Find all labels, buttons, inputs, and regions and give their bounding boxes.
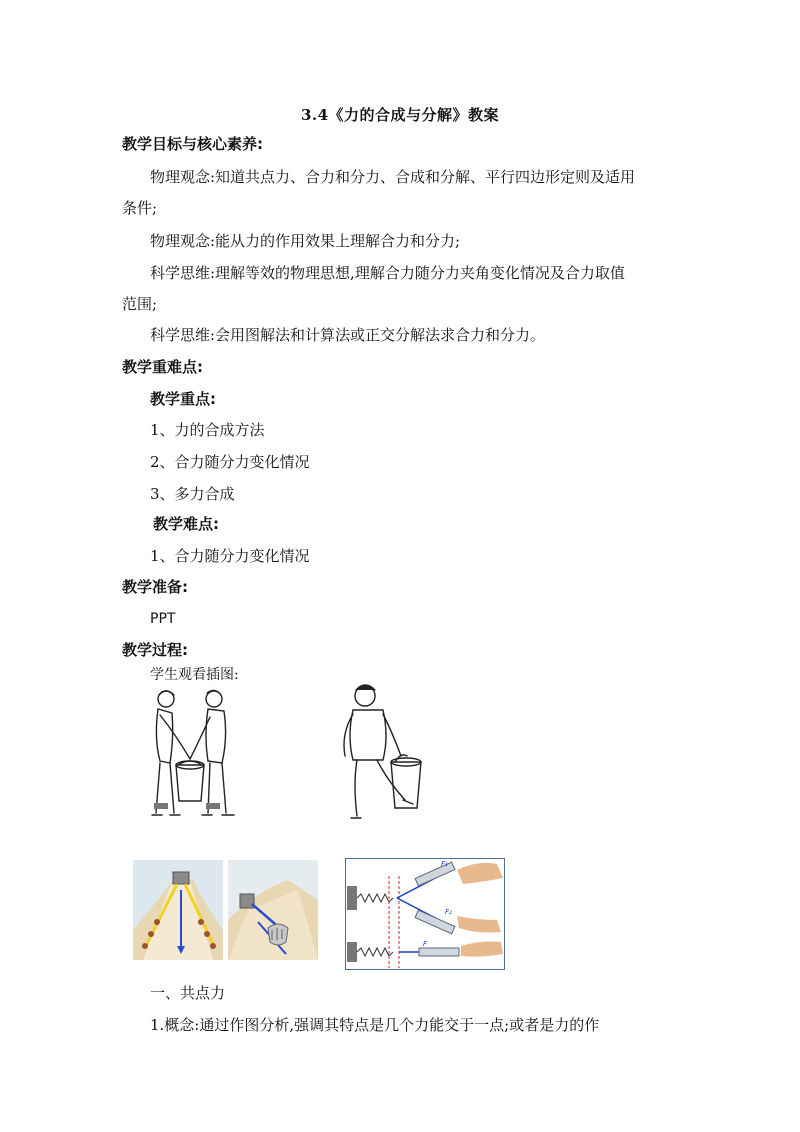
goal-line-4: 科学思维:会用图解法和计算法或正交分解法求合力和分力。 (150, 326, 546, 344)
goal-line-1: 物理观念:知道共点力、合力和分力、合成和分解、平行四边形定则及适用 (150, 168, 636, 186)
key-item-2: 2、合力随分力变化情况 (150, 453, 310, 471)
page-title: 3.4《力的合成与分解》教案 (300, 106, 500, 124)
prep-heading: 教学准备: (122, 578, 188, 596)
difficulty-item-1: 1、合力随分力变化情况 (150, 547, 310, 565)
figure-slope-pulling (133, 860, 223, 960)
goal-line-2: 物理观念:能从力的作用效果上理解合力和分力; (150, 232, 461, 250)
label-f: F (423, 940, 428, 948)
process-intro: 学生观看插图: (150, 667, 239, 683)
key-item-1: 1、力的合成方法 (150, 421, 265, 439)
goal-line-1-cont: 条件; (122, 199, 158, 217)
key-item-3: 3、多力合成 (150, 485, 235, 503)
process-heading: 教学过程: (122, 641, 188, 659)
figure-slope-hand (228, 860, 318, 960)
figure-two-people-bucket (148, 685, 238, 830)
goals-heading: 教学目标与核心素养: (122, 135, 263, 153)
label-f2: F₂ (445, 908, 452, 916)
figure-one-person-bucket (335, 680, 435, 825)
goal-line-3: 科学思维:理解等效的物理思想,理解合力随分力夹角变化情况及合力取值 (150, 264, 625, 282)
prep-value: PPT (150, 611, 176, 627)
concurrent-title: 一、共点力 (150, 984, 226, 1002)
label-f1: F₁ (441, 860, 448, 868)
goal-line-3-cont: 范围; (122, 295, 158, 313)
difficulty-subheading: 教学难点: (153, 515, 219, 533)
figure-spring-balances (345, 858, 505, 970)
key-heading: 教学重难点: (122, 358, 203, 376)
concept-line: 1.概念:通过作图分析,强调其特点是几个力能交于一点;或者是力的作 (150, 1016, 600, 1034)
key-subheading: 教学重点: (150, 390, 216, 408)
